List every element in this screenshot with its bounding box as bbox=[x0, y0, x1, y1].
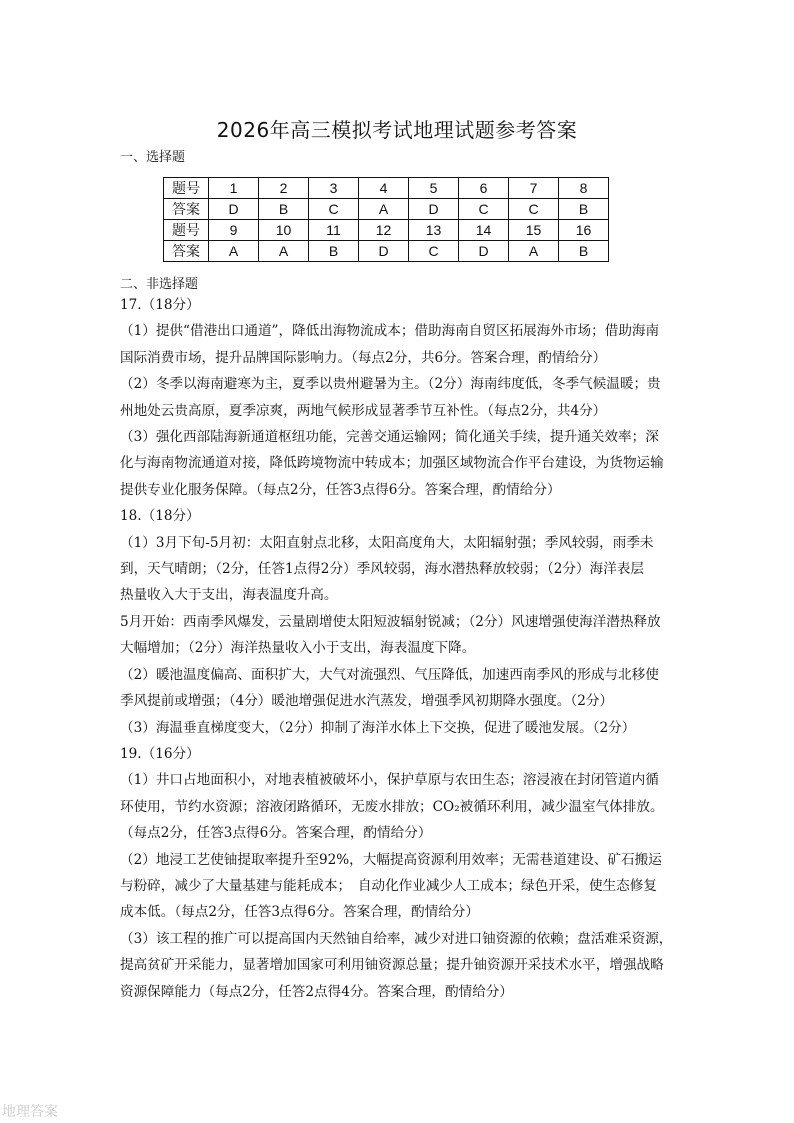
text-line: 环使用，节约水资源；溶液闭路循环，无废水排放；CO₂被循环利用，减少温室气体排放。 bbox=[120, 798, 664, 815]
table-cell: 15 bbox=[509, 220, 559, 241]
table-cell: A bbox=[359, 199, 409, 220]
table-row bbox=[164, 241, 609, 262]
table-cell: 12 bbox=[359, 220, 409, 241]
text-line: （3）海温垂直梯度变大，（2分）抑制了海洋水体上下交换，促进了暖池发展。（2分） bbox=[120, 719, 636, 736]
text-line: （2）暖池温度偏高、面积扩大，大气对流强烈、气压降低，加速西南季风的形成与北移使 bbox=[120, 666, 659, 683]
text-line: （2）地浸工艺使铀提取率提升至92%，大幅提高资源利用效率；无需巷道建设、矿石搬运 bbox=[120, 851, 662, 868]
page-title: 2026年高三模拟考试地理试题参考答案 bbox=[216, 118, 578, 142]
text-line: 季风提前或增强；（4分）暖池增强促进水汽蒸发，增强季风初期降水强度。（2分） bbox=[120, 693, 614, 710]
text-line: 热量收入大于支出，海表温度升高。 bbox=[120, 587, 338, 604]
row-header: 答案 bbox=[164, 199, 209, 220]
table-row bbox=[164, 199, 609, 220]
text-line: 国际消费市场，提升品牌国际影响力。（每点2分，共6分。答案合理，酌情给分） bbox=[120, 349, 607, 366]
table-cell: B bbox=[259, 199, 309, 220]
text-line: （1）井口占地面积小，对地表植被破坏小，保护草原与农田生态；溶浸液在封闭管道内循 bbox=[120, 772, 659, 789]
text-line: 州地处云贵高原，夏季凉爽，两地气候形成显著季节互补性。（每点2分，共4分） bbox=[120, 402, 607, 419]
table-cell: 8 bbox=[559, 178, 609, 199]
table-cell: D bbox=[359, 241, 409, 262]
table-cell: 2 bbox=[259, 178, 309, 199]
text-line: 资源保障能力（每点2分，任答2点得4分。答案合理，酌情给分） bbox=[120, 983, 513, 1000]
table-cell: C bbox=[509, 199, 559, 220]
text-line: 18.（18分） bbox=[120, 508, 200, 525]
table-cell: A bbox=[509, 241, 559, 262]
text-line: 成本低。（每点2分，任答3点得6分。答案合理，酌情给分） bbox=[120, 904, 479, 921]
table-cell: C bbox=[459, 199, 509, 220]
table-cell: A bbox=[209, 241, 259, 262]
row-header: 题号 bbox=[164, 220, 209, 241]
table-cell: 14 bbox=[459, 220, 509, 241]
answer-table bbox=[163, 177, 609, 262]
text-line: 提高贫矿开采能力，显著增加国家可利用铀资源总量；提升铀资源开采技术水平，增强战略 bbox=[120, 957, 664, 974]
text-line: 19.（16分） bbox=[120, 745, 200, 762]
table-cell: 4 bbox=[359, 178, 409, 199]
table-row bbox=[164, 220, 609, 241]
table-cell: 3 bbox=[309, 178, 359, 199]
text-line: 与粉碎，减少了大量基建与能耗成本； 自动化作业减少人工成本；绿色开采，使生态修复 bbox=[120, 877, 657, 894]
table-cell: 13 bbox=[409, 220, 459, 241]
table-cell: D bbox=[459, 241, 509, 262]
table-cell: D bbox=[409, 199, 459, 220]
text-line: （1）3月下旬-5月初：太阳直射点北移，太阳高度角大，太阳辐射强；季风较弱，雨季未 bbox=[120, 534, 654, 551]
text-line: 5月开始：西南季风爆发，云量剧增使太阳短波辐射锐减；（2分）风速增强使海洋潜热释放 bbox=[120, 613, 661, 630]
row-header: 答案 bbox=[164, 241, 209, 262]
text-line: 到，天气晴朗；（2分，任答1点得2分）季风较弱，海水潜热释放较弱；（2分）海洋表层 bbox=[120, 561, 644, 578]
section-heading-choice: 一、选择题 bbox=[120, 150, 186, 165]
table-cell: 10 bbox=[259, 220, 309, 241]
table-cell: C bbox=[309, 199, 359, 220]
table-cell: A bbox=[259, 241, 309, 262]
table-cell: 16 bbox=[559, 220, 609, 241]
row-header: 题号 bbox=[164, 178, 209, 199]
text-line: （1）提供“借港出口通道”，降低出海物流成本；借助海南自贸区拓展海外市场；借助海南 bbox=[120, 323, 660, 340]
text-line: 17.（18分） bbox=[120, 297, 200, 313]
table-cell: B bbox=[309, 241, 359, 262]
table-cell: 9 bbox=[209, 220, 259, 241]
table-cell: B bbox=[559, 199, 609, 220]
watermark: 地理答案 bbox=[2, 1104, 58, 1120]
text-line: （3）强化西部陆海新通道枢纽功能，完善交通运输网；简化通关手续，提升通关效率；深 bbox=[120, 429, 659, 446]
text-line: （2）冬季以海南避寒为主，夏季以贵州避暑为主。（2分）海南纬度低，冬季气候温暖；贵 bbox=[120, 376, 661, 393]
table-cell: 7 bbox=[509, 178, 559, 199]
section-heading-nonchoice: 二、非选择题 bbox=[120, 277, 199, 292]
table-cell: 5 bbox=[409, 178, 459, 199]
text-line: （3）该工程的推广可以提高国内天然铀自给率，减少对进口铀资源的依赖；盘活难采资源， bbox=[120, 930, 673, 947]
answer-body bbox=[120, 292, 676, 1005]
table-cell: C bbox=[409, 241, 459, 262]
text-line: 化与海南物流通道对接，降低跨境物流中转成本；加强区域物流合作平台建设，为货物运输 bbox=[120, 455, 664, 472]
text-line: 大幅增加；（2分）海洋热量收入小于支出，海表温度下降。 bbox=[120, 640, 476, 657]
table-row bbox=[164, 178, 609, 199]
text-line: （每点2分，任答3点得6分。答案合理，酌情给分） bbox=[120, 825, 432, 842]
table-cell: D bbox=[209, 199, 259, 220]
text-line: 提供专业化服务保障。（每点2分，任答3点得6分。答案合理，酌情给分） bbox=[120, 481, 561, 498]
table-cell: B bbox=[559, 241, 609, 262]
table-cell: 6 bbox=[459, 178, 509, 199]
table-cell: 11 bbox=[309, 220, 359, 241]
table-cell: 1 bbox=[209, 178, 259, 199]
